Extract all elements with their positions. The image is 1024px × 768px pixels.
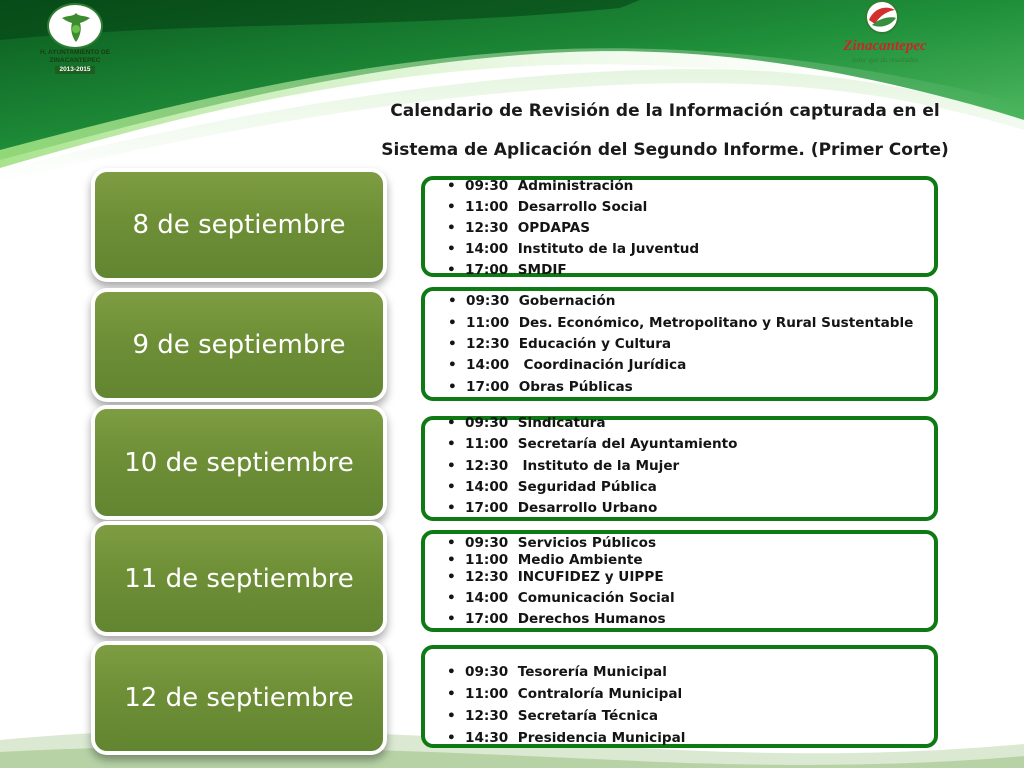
item-separator (508, 199, 517, 215)
day-box-4: 11 de septiembre (95, 525, 383, 632)
item-time: 09:30 (465, 535, 509, 551)
item-separator (508, 664, 517, 680)
item-separator (509, 357, 523, 373)
schedule-item (447, 436, 738, 452)
bullet-icon: • (447, 415, 456, 431)
bullet-icon: • (447, 552, 456, 568)
item-separator (509, 315, 518, 331)
item-area: Tesorería Municipal (517, 664, 667, 680)
item-separator (508, 569, 517, 585)
title-line-2: Sistema de Aplicación del Segundo Informe. (Primer Corte) (381, 140, 949, 160)
schedule-item (448, 293, 616, 309)
item-area: Instituto de la Mujer (522, 458, 680, 474)
seal-line2: ZINACANTEPEC (49, 57, 101, 64)
bullet-icon: • (447, 686, 456, 702)
bullet-icon: • (447, 590, 456, 606)
item-separator (508, 262, 517, 278)
schedule-item (447, 458, 679, 474)
bat-emblem-icon (60, 9, 92, 45)
schedule-item (448, 336, 671, 352)
item-area: Comunicación Social (517, 590, 675, 606)
bullet-icon: • (448, 293, 457, 309)
item-separator (508, 458, 522, 474)
item-area: Administración (517, 178, 634, 194)
item-separator (508, 479, 517, 495)
schedule-item (447, 664, 667, 680)
item-area: Contraloría Municipal (517, 686, 683, 702)
bullet-icon: • (447, 479, 456, 495)
item-area: Secretaría Técnica (517, 708, 658, 724)
item-time: 12:30 (465, 220, 509, 236)
title-line-1: Calendario de Revisión de la Información capturada en el (390, 101, 940, 121)
item-separator (508, 686, 517, 702)
item-separator (509, 336, 518, 352)
item-separator (508, 730, 517, 746)
schedule-item (447, 220, 590, 236)
bullet-icon: • (447, 535, 456, 551)
item-time: 11:00 (465, 552, 509, 568)
item-time: 17:00 (466, 379, 510, 395)
item-area: Seguridad Pública (517, 479, 657, 495)
item-area: Medio Ambiente (517, 552, 643, 568)
item-time: 17:00 (465, 611, 509, 627)
item-separator (509, 379, 518, 395)
item-area: Desarrollo Urbano (517, 500, 658, 516)
item-time: 14:00 (465, 241, 509, 257)
item-time: 09:30 (465, 178, 509, 194)
bullet-icon: • (447, 458, 456, 474)
zinacantepec-logo (830, 0, 940, 80)
item-time: 11:00 (465, 436, 509, 452)
item-separator (508, 241, 517, 257)
day-box-1: 8 de septiembre (95, 172, 383, 278)
item-area: OPDAPAS (517, 220, 591, 236)
item-time: 09:30 (465, 664, 509, 680)
day-box-5: 12 de septiembre (95, 645, 383, 751)
item-separator (508, 535, 517, 551)
item-area: Coordinación Jurídica (523, 357, 687, 373)
item-time: 12:30 (465, 708, 509, 724)
item-area: Sindicatura (517, 415, 606, 431)
schedule-item (447, 479, 657, 495)
bullet-icon: • (447, 436, 456, 452)
schedule-item (447, 178, 633, 194)
schedule-item (447, 552, 643, 568)
item-area: Desarrollo Social (517, 199, 648, 215)
schedule-item (447, 686, 682, 702)
schedule-item (447, 262, 567, 278)
item-area: Presidencia Municipal (517, 730, 686, 746)
bullet-icon: • (448, 379, 457, 395)
item-separator (508, 415, 517, 431)
item-time: 17:00 (465, 500, 509, 516)
item-area: Instituto de la Juventud (517, 241, 700, 257)
item-area: Secretaría del Ayuntamiento (517, 436, 738, 452)
schedule-item (447, 611, 666, 627)
item-time: 11:00 (465, 686, 509, 702)
bullet-icon: • (448, 315, 457, 331)
day-box-3: 10 de septiembre (95, 409, 383, 516)
item-time: 12:30 (466, 336, 510, 352)
bullet-icon: • (447, 178, 456, 194)
item-separator (508, 590, 517, 606)
page-title (340, 92, 990, 170)
item-separator (508, 178, 517, 194)
item-separator (508, 552, 517, 568)
item-time: 14:30 (465, 730, 509, 746)
item-time: 14:00 (466, 357, 510, 373)
schedule-item (447, 590, 675, 606)
item-separator (508, 436, 517, 452)
bullet-icon: • (447, 569, 456, 585)
item-area: INCUFIDEZ y UIPPE (517, 569, 664, 585)
item-separator (509, 293, 518, 309)
schedule-item (448, 379, 633, 395)
bullet-icon: • (447, 708, 456, 724)
item-area: Des. Económico, Metropolitano y Rural Sustentable (518, 315, 914, 331)
seal-caption (30, 49, 120, 74)
day-box-2: 9 de septiembre (95, 292, 383, 398)
brand-name: Zinacantepec (843, 38, 927, 54)
brand-swirl-icon (860, 0, 904, 36)
bullet-icon: • (447, 730, 456, 746)
schedule-item (447, 241, 699, 257)
schedule-item (447, 569, 664, 585)
schedule-item (447, 730, 685, 746)
bullet-icon: • (447, 199, 456, 215)
item-separator (508, 708, 517, 724)
brand-tagline: valor que da resultados (851, 56, 919, 64)
seal-line1: H. AYUNTAMIENTO DE (39, 49, 111, 56)
bullet-icon: • (447, 220, 456, 236)
item-time: 09:30 (465, 415, 509, 431)
bullet-icon: • (447, 241, 456, 257)
item-time: 14:00 (465, 590, 509, 606)
schedule-item (447, 535, 656, 551)
item-separator (508, 500, 517, 516)
item-time: 11:00 (465, 199, 509, 215)
municipality-seal (30, 0, 120, 86)
item-area: Obras Públicas (518, 379, 633, 395)
bullet-icon: • (448, 336, 457, 352)
item-area: Gobernación (518, 293, 616, 309)
schedule-item (447, 415, 606, 431)
bullet-icon: • (447, 611, 456, 627)
item-time: 11:00 (466, 315, 510, 331)
item-area: Educación y Cultura (518, 336, 672, 352)
bullet-icon: • (447, 500, 456, 516)
bullet-icon: • (447, 664, 456, 680)
schedule-item (448, 357, 686, 373)
schedule-item (448, 315, 913, 331)
item-time: 12:30 (465, 458, 509, 474)
item-time: 17:00 (465, 262, 509, 278)
seal-years: 2013-2015 (55, 66, 94, 74)
item-separator (508, 611, 517, 627)
schedule-item (447, 500, 657, 516)
item-area: SMDIF (517, 262, 567, 278)
bullet-icon: • (447, 262, 456, 278)
bullet-icon: • (448, 357, 457, 373)
item-area: Derechos Humanos (517, 611, 666, 627)
item-separator (508, 220, 517, 236)
item-time: 09:30 (466, 293, 510, 309)
item-time: 14:00 (465, 479, 509, 495)
item-time: 12:30 (465, 569, 509, 585)
schedule-item (447, 199, 647, 215)
seal-emblem (47, 3, 103, 49)
item-area: Servicios Públicos (517, 535, 657, 551)
schedule-item (447, 708, 658, 724)
